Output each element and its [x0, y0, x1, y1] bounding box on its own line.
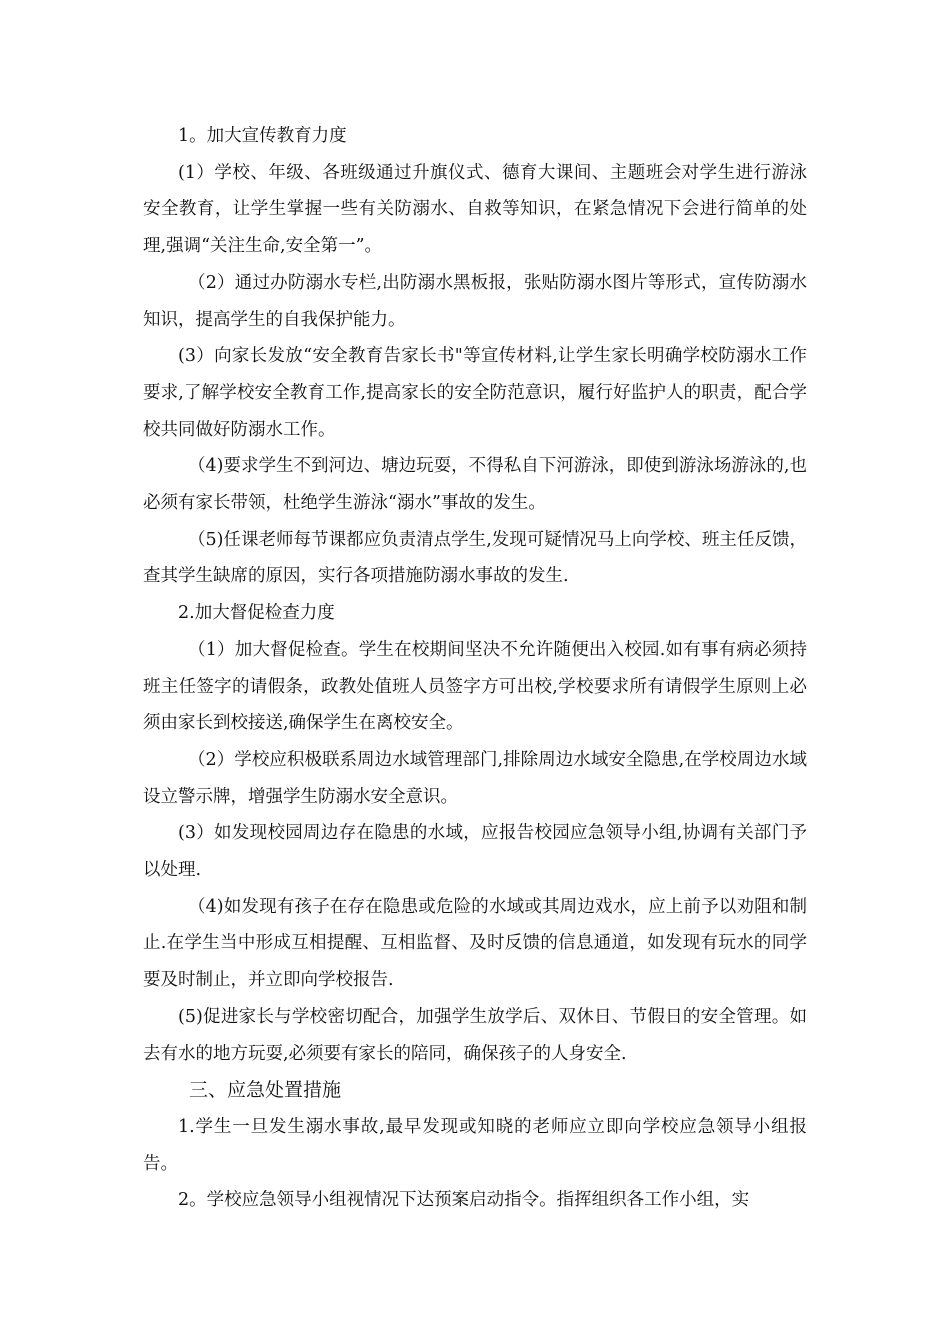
paragraph-item: (1）学校、年级、各班级通过升旗仪式、德育大课间、主题班会对学生进行游泳安全教育，让学生掌握一些有关防溺水、自救等知识，在紧急情况下会进行简单的处理,强调“关注生命,安全第一”。: [143, 162, 807, 257]
paragraph-item: 2。学校应急领导小组视情况下达预案启动指令。指挥组织各工作小组，实: [178, 1190, 750, 1211]
paragraph-item: (3）向家长发放“安全教育告家长书"等宣传材料,让学生家长明确学校防溺水工作要求,了解学校安全教育工作,提高家长的安全防范意识，履行好监护人的职责，配合学校共同做好防溺水工作。: [143, 346, 807, 440]
paragraph-item: (3）如发现校园周边存在隐患的水域，应报告校园应急领导小组,协调有关部门予以处理.: [143, 823, 807, 881]
paragraph-item: （2）通过办防溺水专栏,出防溺水黑板报，张贴防溺水图片等形式，宣传防溺水知识，提高学生的自我保护能力。: [143, 272, 807, 330]
paragraph-item: （5)任课老师每节课都应负责清点学生,发现可疑情况马上向学校、班主任反馈，查其学生缺席的原因，实行各项措施防溺水事故的发生.: [143, 529, 807, 587]
paragraph-item: 1.学生一旦发生溺水事故,最早发现或知晓的老师应立即向学校应急领导小组报告。: [143, 1116, 807, 1174]
paragraph-item: （4)如发现有孩子在存在隐患或危险的水域或其周边戏水，应上前予以劝阻和制止.在学生当中形成互相提醒、互相监督、及时反馈的信息通道，如发现有玩水的同学要及时制止，并立即向学校报告.: [143, 896, 807, 991]
paragraph-item: （4)要求学生不到河边、塘边玩耍，不得私自下河游泳，即使到游泳场游泳的,也必须有家长带领，杜绝学生游泳“溺水”事故的发生。: [143, 456, 807, 514]
document-body: [143, 118, 807, 1219]
paragraph-item: （2）学校应积极联系周边水域管理部门,排除周边水域安全隐患,在学校周边水域设立警示牌，增强学生防溺水安全意识。: [143, 749, 807, 807]
subheading-publicity: 1。加大宣传教育力度: [178, 126, 347, 146]
paragraph-item: （1）加大督促检查。学生在校期间坚决不允许随便出入校园.如有事有病必须持班主任签字的请假条，政教处值班人员签字方可出校,学校要求所有请假学生原则上必须由家长到校接送,确保学生在离校安全。: [143, 639, 807, 734]
paragraph-item: (5)促进家长与学校密切配合，加强学生放学后、双休日、节假日的安全管理。如去有水的地方玩耍,必须要有家长的陪同，确保孩子的人身安全.: [143, 1006, 807, 1064]
subheading-inspection: 2.加大督促检查力度: [178, 603, 335, 624]
section-heading: 三、应急处置措施: [189, 1079, 342, 1102]
